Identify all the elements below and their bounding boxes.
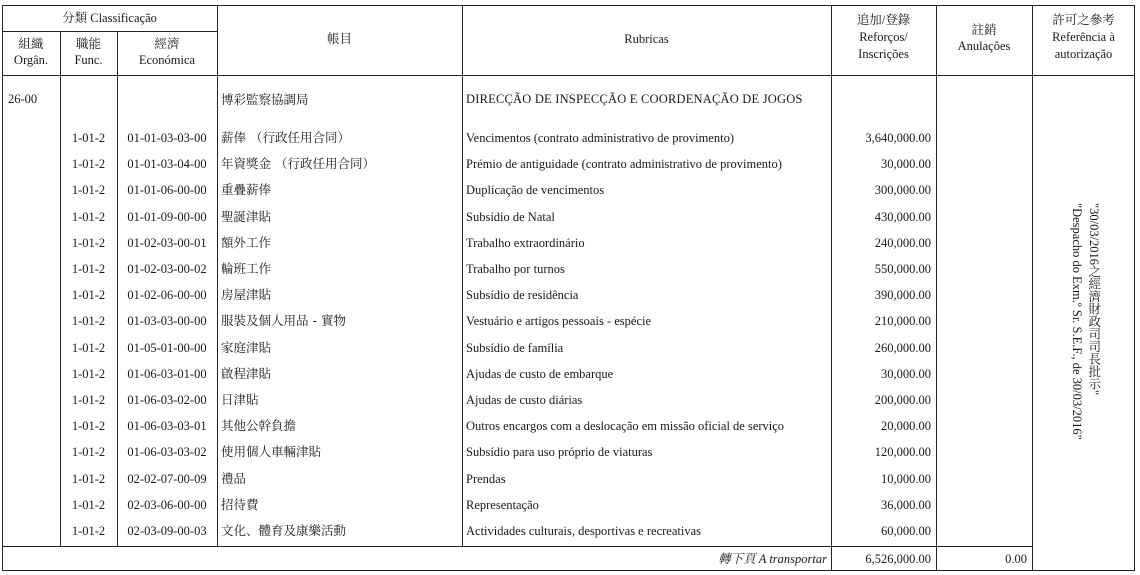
footer-total-anul: 0.00 bbox=[1005, 552, 1027, 566]
row-func-code: 1-01-2 bbox=[71, 210, 106, 224]
row-func-code: 1-01-2 bbox=[71, 262, 106, 276]
row-econ-code: 01-02-03-00-01 bbox=[127, 236, 207, 250]
header-anul-pt: Anulações bbox=[957, 39, 1011, 53]
authorization-line-cn: "30/03/2016之經濟財政司司長批示" bbox=[1086, 203, 1101, 396]
row-rubrica-pt: Trabalho por turnos bbox=[466, 262, 565, 276]
footer-total-reforcos: 6,526,000.00 bbox=[865, 552, 931, 566]
row-econ-code: 02-03-06-00-00 bbox=[127, 498, 207, 512]
row-amount: 200,000.00 bbox=[874, 393, 931, 407]
col-line-reforcos bbox=[831, 5, 832, 571]
row-rubrica-cn: 其他公幹負擔 bbox=[221, 418, 297, 433]
table-border-left bbox=[2, 5, 3, 571]
row-rubrica-cn: 重疊薪俸 bbox=[221, 182, 272, 197]
header-reforcos-pt2: Inscrições bbox=[858, 47, 909, 61]
header-organ-pt: Orgân. bbox=[13, 53, 49, 67]
row-func-code: 1-01-2 bbox=[71, 393, 106, 407]
col-line-anul bbox=[936, 5, 937, 571]
row-rubrica-pt: Subsídio de família bbox=[466, 341, 564, 355]
row-econ-code: 02-02-07-00-09 bbox=[127, 472, 207, 486]
row-amount: 3,640,000.00 bbox=[865, 131, 931, 145]
row-amount: 60,000.00 bbox=[881, 524, 931, 538]
header-rubrica-cn: 帳目 bbox=[326, 32, 352, 46]
row-amount: 240,000.00 bbox=[874, 236, 931, 250]
row-econ-code: 01-03-03-00-00 bbox=[127, 314, 207, 328]
row-rubrica-cn: 招待費 bbox=[221, 497, 259, 512]
col-line-econ bbox=[217, 5, 218, 546]
header-subdivider bbox=[2, 31, 217, 32]
header-ref-cn: 許可之參考 bbox=[1052, 13, 1115, 27]
row-amount: 10,000.00 bbox=[881, 472, 931, 486]
header-anul-cn: 註銷 bbox=[971, 23, 997, 37]
row-func-code: 1-01-2 bbox=[71, 419, 106, 433]
row-rubrica-pt: Ajudas de custo diárias bbox=[466, 393, 583, 407]
col-line-rubrica bbox=[462, 5, 463, 546]
row-func-code: 1-01-2 bbox=[71, 314, 106, 328]
row-amount: 120,000.00 bbox=[874, 445, 931, 459]
row-rubrica-pt: Representação bbox=[466, 498, 539, 512]
row-func-code: 1-01-2 bbox=[71, 341, 106, 355]
row-rubrica-pt: Outros encargos com a deslocação em missão oficial de serviço bbox=[466, 419, 785, 433]
row-func-code: 1-01-2 bbox=[71, 157, 106, 171]
row-rubrica-cn: 薪俸 （行政任用合同） bbox=[221, 130, 350, 145]
header-ref-pt2: autorização bbox=[1054, 47, 1113, 61]
section-name-pt: DIRECÇÃO DE INSPECÇÃO E COORDENAÇÃO DE JOGOS bbox=[466, 92, 803, 106]
budget-table bbox=[2, 5, 1135, 571]
row-amount: 390,000.00 bbox=[874, 288, 931, 302]
section-organ-code: 26-00 bbox=[8, 92, 38, 106]
footer-transport-label: 轉下頁 A transportar bbox=[718, 552, 827, 566]
row-econ-code: 01-02-03-00-02 bbox=[127, 262, 207, 276]
header-bottom-line bbox=[2, 75, 1135, 76]
row-rubrica-cn: 房屋津貼 bbox=[221, 287, 272, 302]
row-rubrica-pt: Trabalho extraordinário bbox=[466, 236, 585, 250]
row-econ-code: 01-06-03-02-00 bbox=[127, 393, 207, 407]
row-rubrica-cn: 年資獎金 （行政任用合同） bbox=[221, 156, 375, 171]
header-func-pt: Func. bbox=[74, 53, 103, 67]
footer-top-line bbox=[2, 546, 1032, 547]
table-border-bottom bbox=[2, 570, 1135, 571]
row-econ-code: 01-01-06-00-00 bbox=[127, 183, 207, 197]
row-rubrica-pt: Prémio de antiguidade (contrato administrativo de provimento) bbox=[466, 157, 782, 171]
row-econ-code: 02-03-09-00-03 bbox=[127, 524, 207, 538]
row-rubrica-cn: 輪班工作 bbox=[221, 261, 272, 276]
row-amount: 30,000.00 bbox=[881, 367, 931, 381]
row-rubrica-cn: 服裝及個人用品 - 實物 bbox=[221, 313, 346, 328]
row-rubrica-cn: 文化、體育及康樂活動 bbox=[221, 523, 347, 538]
row-rubrica-pt: Vestuário e artigos pessoais - espécie bbox=[466, 314, 652, 328]
row-amount: 260,000.00 bbox=[874, 341, 931, 355]
row-amount: 550,000.00 bbox=[874, 262, 931, 276]
row-func-code: 1-01-2 bbox=[71, 498, 106, 512]
row-rubrica-pt: Subsídio de Natal bbox=[466, 210, 555, 224]
row-func-code: 1-01-2 bbox=[71, 183, 106, 197]
row-econ-code: 01-01-03-04-00 bbox=[127, 157, 207, 171]
row-rubrica-cn: 日津貼 bbox=[221, 392, 259, 407]
row-rubrica-cn: 聖誕津貼 bbox=[221, 209, 272, 224]
row-amount: 430,000.00 bbox=[874, 210, 931, 224]
authorization-reference bbox=[1068, 203, 1102, 440]
row-amount: 30,000.00 bbox=[881, 157, 931, 171]
header-econ-cn: 經濟 bbox=[154, 37, 180, 51]
row-rubrica-cn: 使用個人車輛津貼 bbox=[221, 444, 322, 459]
row-rubrica-cn: 禮品 bbox=[221, 471, 247, 486]
row-econ-code: 01-06-03-03-01 bbox=[127, 419, 207, 433]
row-func-code: 1-01-2 bbox=[71, 367, 106, 381]
table-border-top bbox=[2, 5, 1135, 6]
row-rubrica-cn: 額外工作 bbox=[221, 235, 272, 250]
row-econ-code: 01-02-06-00-00 bbox=[127, 288, 207, 302]
header-classificacao: 分類 Classificação bbox=[62, 11, 157, 25]
row-amount: 20,000.00 bbox=[881, 419, 931, 433]
col-line-ref bbox=[1032, 5, 1033, 571]
row-func-code: 1-01-2 bbox=[71, 524, 106, 538]
authorization-line-pt: "Despacho do Exm.º Sr. S.E.F., de 30/03/2016" bbox=[1069, 203, 1084, 440]
header-reforcos-cn: 追加/登錄 bbox=[856, 13, 911, 27]
row-func-code: 1-01-2 bbox=[71, 236, 106, 250]
header-ref-pt1: Referência à bbox=[1052, 30, 1115, 44]
row-rubrica-cn: 啟程津貼 bbox=[221, 366, 272, 381]
row-amount: 300,000.00 bbox=[874, 183, 931, 197]
row-func-code: 1-01-2 bbox=[71, 472, 106, 486]
row-econ-code: 01-01-03-03-00 bbox=[127, 131, 207, 145]
row-econ-code: 01-06-03-03-02 bbox=[127, 445, 207, 459]
row-rubrica-pt: Ajudas de custo de embarque bbox=[466, 367, 614, 381]
header-econ-pt: Económica bbox=[138, 53, 196, 67]
row-econ-code: 01-06-03-01-00 bbox=[127, 367, 207, 381]
section-name-cn: 博彩監察協調局 bbox=[221, 92, 309, 107]
row-rubrica-pt: Vencimentos (contrato administrativo de provimento) bbox=[466, 131, 734, 145]
header-rubrica-pt: Rubricas bbox=[624, 32, 669, 46]
row-func-code: 1-01-2 bbox=[71, 131, 106, 145]
row-amount: 210,000.00 bbox=[874, 314, 931, 328]
row-func-code: 1-01-2 bbox=[71, 288, 106, 302]
row-amount: 36,000.00 bbox=[881, 498, 931, 512]
row-rubrica-cn: 家庭津貼 bbox=[221, 340, 272, 355]
row-func-code: 1-01-2 bbox=[71, 445, 106, 459]
header-func-cn: 職能 bbox=[75, 37, 101, 51]
row-rubrica-pt: Duplicação de vencimentos bbox=[466, 183, 605, 197]
row-rubrica-pt: Prendas bbox=[466, 472, 506, 486]
header-reforcos-pt1: Reforços/ bbox=[859, 30, 908, 44]
row-rubrica-pt: Subsídio para uso próprio de viaturas bbox=[466, 445, 653, 459]
row-rubrica-pt: Subsídio de residência bbox=[466, 288, 579, 302]
table-border-right bbox=[1134, 5, 1135, 571]
row-rubrica-pt: Actividades culturais, desportivas e recreativas bbox=[466, 524, 701, 538]
header-organ-cn: 組織 bbox=[18, 37, 44, 51]
row-econ-code: 01-05-01-00-00 bbox=[127, 341, 207, 355]
row-econ-code: 01-01-09-00-00 bbox=[127, 210, 207, 224]
